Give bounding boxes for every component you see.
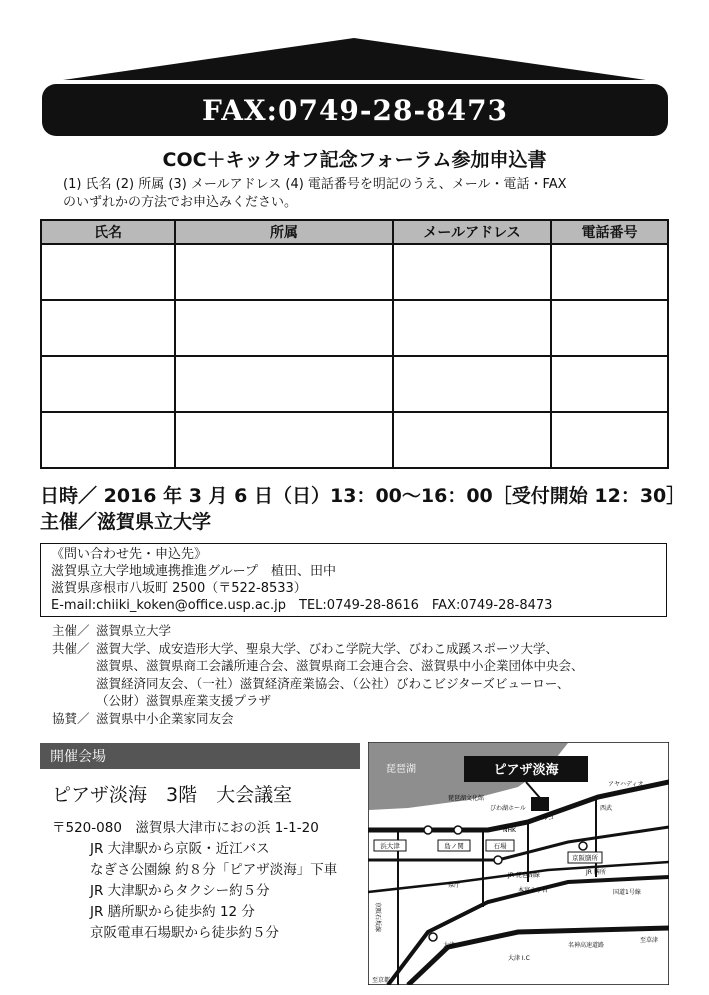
- cohost-tag: 共催／: [52, 640, 90, 656]
- entry-table: [40, 219, 669, 469]
- venue-name: ピアザ淡海 3階 大会議室: [52, 784, 293, 806]
- map-label-route1: 国道1号線: [613, 889, 641, 896]
- station-zeze-icon: [579, 842, 587, 850]
- column-header-phone: 電話番号: [551, 220, 668, 244]
- cohost-line-1: 滋賀大学、成安造形大学、聖泉大学、びわこ学院大学、びわこ成蹊スポーツ大学、: [96, 640, 559, 656]
- contact-org: 滋賀県立大学地域連携推進グループ 植田、田中: [51, 564, 336, 579]
- email-cell[interactable]: [393, 412, 551, 468]
- email-cell[interactable]: [393, 244, 551, 300]
- contact-address: 滋賀県彦根市八坂町 2500（〒522-8533）: [51, 581, 307, 596]
- cohost-line-3: 滋賀経済同友会、（一社）滋賀経済産業協会、（公社）びわこビジターズビューロー、: [96, 675, 570, 691]
- map-label-otsu-ic: 大津 I.C: [508, 955, 530, 962]
- table-row: [41, 412, 668, 468]
- map-label-jr-zeze: JR 膳所: [586, 869, 606, 876]
- station-hamaotsu-icon: [424, 826, 432, 834]
- map-label-lake: 琵琶湖: [386, 764, 416, 775]
- table-row: [41, 300, 668, 356]
- instructions-line-2: のいずれかの方法でお申込みください。: [63, 195, 298, 210]
- map-label-keihan-line: 京阪石坂線: [374, 902, 381, 933]
- event-datetime: 日時／ 2016 年 3 月 6 日（日）13：00〜16：00［受付開始 12：30］: [40, 485, 686, 507]
- map-label-ishiba: 石場: [493, 842, 507, 850]
- phone-cell[interactable]: [551, 244, 668, 300]
- email-cell[interactable]: [393, 300, 551, 356]
- map-label-jr-otsu: 大津: [443, 942, 456, 949]
- name-cell[interactable]: [41, 356, 175, 412]
- station-ishiba-icon: [494, 856, 502, 864]
- support-tag: 協賛／: [52, 710, 90, 726]
- map-label-nhk: NHK: [503, 827, 516, 834]
- affiliation-cell[interactable]: [175, 300, 393, 356]
- map-label-kusatsu: 至草津: [640, 937, 659, 944]
- affiliation-cell[interactable]: [175, 356, 393, 412]
- affiliation-cell[interactable]: [175, 412, 393, 468]
- table-row: [41, 356, 668, 412]
- map-label-meishin: 名神高速道路: [568, 942, 605, 949]
- form-title: COC＋キックオフ記念フォーラム参加申込書: [162, 149, 547, 171]
- route-line-2: なぎさ公園線 約８分「ピアザ淡海」下車: [90, 862, 338, 878]
- name-cell[interactable]: [41, 300, 175, 356]
- station-shima-icon: [454, 826, 462, 834]
- cohost-line-4: （公財）滋賀県産業支援プラザ: [96, 693, 272, 708]
- map-label-bunka: 琵琶湖文化館: [448, 795, 485, 802]
- route-line-3: JR 大津駅からタクシー約５分: [90, 883, 270, 899]
- venue-postal: 〒520-080 滋賀県大津市におの浜 1-1-20: [52, 820, 319, 836]
- contact-email-line: E-mail:chiiki_koken@office.usp.ac.jp TEL:0749-28-8616 FAX:0749-28-8473: [51, 598, 553, 613]
- contact-heading: 《問い合わせ先・申込先》: [51, 547, 208, 562]
- venue-label-bar: [40, 743, 360, 769]
- table-row: [41, 244, 668, 300]
- name-cell[interactable]: [41, 244, 175, 300]
- fax-banner: [42, 84, 668, 136]
- affiliation-cell[interactable]: [175, 244, 393, 300]
- map-label-venue: ピアザ淡海: [493, 763, 559, 778]
- map-label-kyoto: 至京都: [372, 977, 391, 984]
- map-label-hamaotsu: 浜大津: [380, 842, 400, 850]
- map-label-nishiyu: 西武: [600, 805, 613, 812]
- route-line-5: 京阪電車石場駅から徒歩約５分: [90, 925, 279, 941]
- map-label-apahotel: アヤハディオ: [608, 781, 644, 788]
- instructions-line-1: (1) 氏名 (2) 所属 (3) メールアドレス (4) 電話番号を明記のうえ、メール・電話・FAX: [63, 177, 567, 192]
- venue-label: 開催会場: [50, 749, 106, 765]
- email-cell[interactable]: [393, 356, 551, 412]
- support-name: 滋賀県中小企業家同友会: [96, 710, 234, 726]
- map-label-jr-biwako: JR 琵琶湖線: [508, 872, 540, 879]
- map-label-parco: パルコ: [536, 815, 555, 822]
- contact-box: [40, 543, 667, 617]
- organizers: [52, 622, 672, 727]
- phone-cell[interactable]: [551, 412, 668, 468]
- event-host: 主催／滋賀県立大学: [40, 511, 212, 533]
- column-header-affiliation: 所属: [175, 220, 393, 244]
- venue-address: [52, 818, 337, 944]
- form-instructions: [63, 176, 663, 212]
- column-header-name: 氏名: [41, 220, 175, 244]
- route-line-4: JR 膳所駅から徒歩約 12 分: [90, 904, 255, 920]
- map-label-biwako-hall: びわ湖ホール: [490, 805, 526, 812]
- table-header-row: [41, 220, 668, 244]
- host-name: 滋賀県立大学: [96, 623, 172, 638]
- host-tag: 主催／: [52, 623, 90, 638]
- cohost-line-2: 滋賀県、滋賀県商工会議所連合会、滋賀県商工会連合会、滋賀県中小企業団体中央会、: [96, 658, 584, 673]
- route-line-1: JR 大津駅から京阪・近江バス: [90, 841, 270, 857]
- venue-marker-icon: [531, 797, 549, 811]
- column-header-email: メールアドレス: [393, 220, 551, 244]
- map-label-shima: 島ノ関: [444, 842, 464, 850]
- map-label-kuzunoha: 本宮２丁目: [518, 887, 549, 894]
- phone-cell[interactable]: [551, 300, 668, 356]
- phone-cell[interactable]: [551, 356, 668, 412]
- access-map: [368, 742, 669, 985]
- station-otsu-icon: [429, 933, 437, 941]
- map-label-kenchou: 県庁: [448, 882, 461, 889]
- fax-number: FAX:0749-28-8473: [201, 93, 509, 127]
- map-label-keihan-zeze: 京阪膳所: [572, 854, 598, 862]
- name-cell[interactable]: [41, 412, 175, 468]
